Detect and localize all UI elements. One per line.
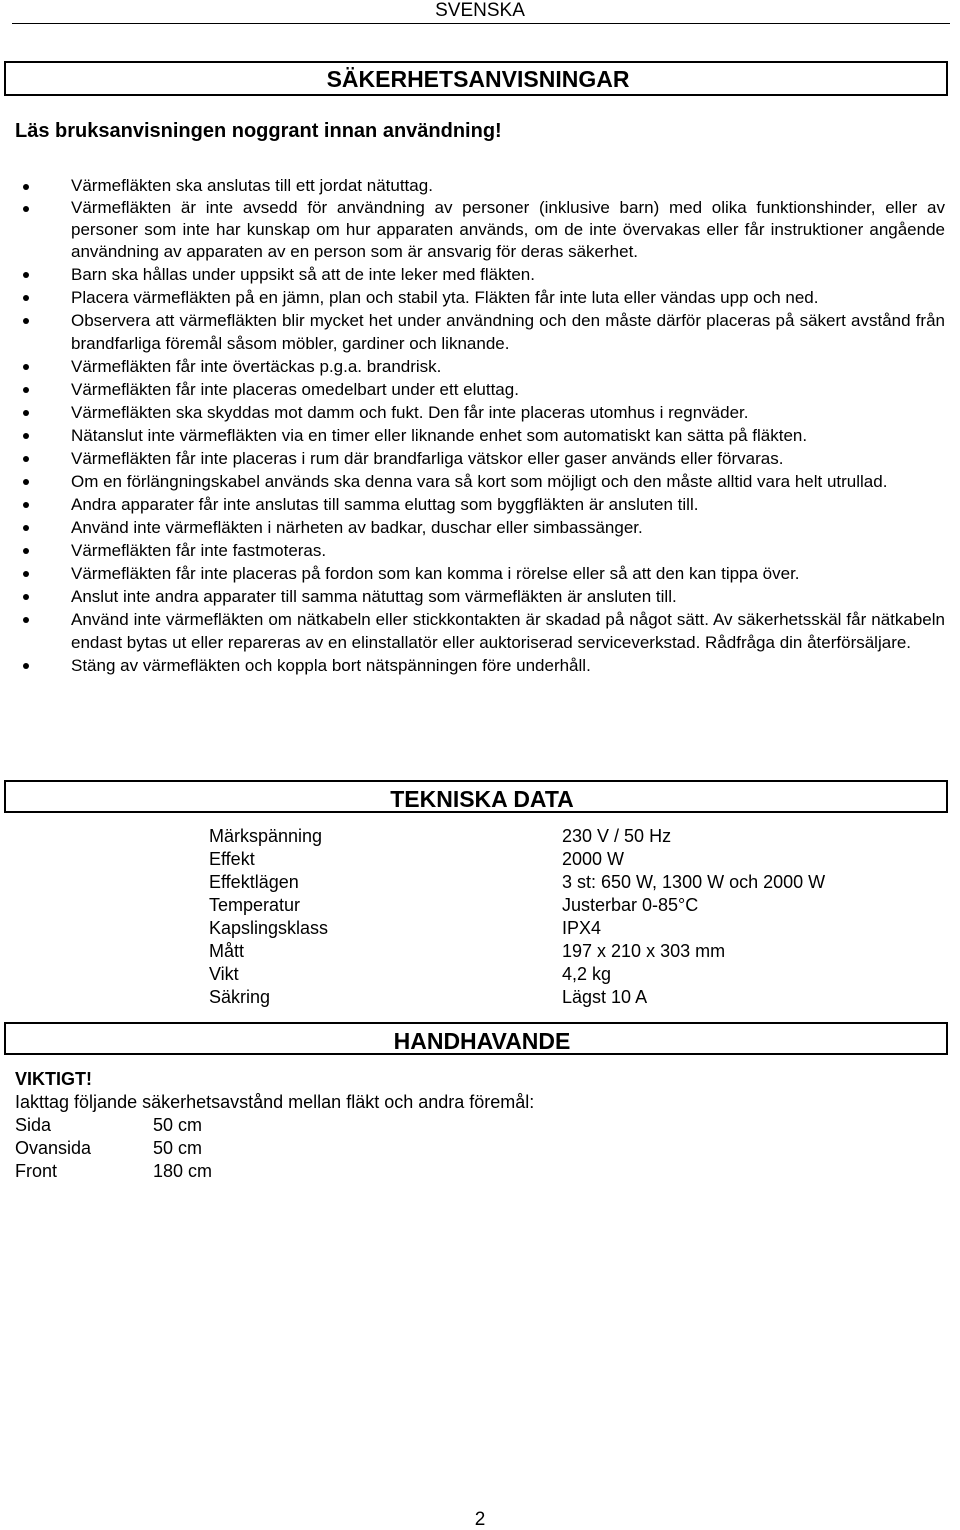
list-item: Anslut inte andra apparater till samma nätuttag som värmefläkten är ansluten till.: [0, 585, 960, 608]
safety-title: SÄKERHETSANVISNINGAR: [326, 66, 630, 92]
list-item: Värmefläkten får inte placeras i rum där brandfarliga vätskor eller gaser används eller förvaras.: [0, 447, 960, 470]
tech-specs-table: [209, 825, 909, 1009]
bullet-icon: [23, 548, 29, 554]
table-row: Kapslingsklass IPX4: [209, 918, 602, 938]
read-manual-heading: Läs bruksanvisningen noggrant innan användning!: [15, 120, 502, 142]
important-label: VIKTIGT!: [15, 1069, 92, 1089]
bullet-icon: [23, 206, 29, 212]
table-row: Ovansida 50 cm: [15, 1138, 203, 1158]
table-row: Mått 197 x 210 x 303 mm: [209, 941, 726, 961]
list-item: Värmefläkten får inte placeras omedelbart under ett eluttag.: [0, 378, 960, 401]
handling-title: HANDHAVANDE: [393, 1028, 571, 1054]
list-item: Stäng av värmefläkten och koppla bort nätspänningen före underhåll.: [0, 654, 960, 677]
list-item: Använd inte värmefläkten om nätkabeln eller stickkontakten är skadad på något sätt. Av säkerhetsskäl får nätkabeln endast bytas ut eller repareras av en elinstallatör eller auktoriserad serviceverkstad. Rådfråga din återförsäljare.: [0, 608, 960, 654]
bullet-icon: [23, 410, 29, 416]
table-row: Sida 50 cm: [15, 1115, 203, 1135]
table-row: Temperatur Justerbar 0-85°C: [209, 895, 699, 915]
page-number: 2: [474, 1509, 486, 1530]
list-item: Värmefläkten får inte placeras på fordon som kan komma i rörelse eller så att den kan tippa över.: [0, 562, 960, 585]
list-item: Använd inte värmefläkten i närheten av badkar, duschar eller simbassänger.: [0, 516, 960, 539]
distance-table: [15, 1114, 315, 1183]
table-row: Säkring Lägst 10 A: [209, 987, 648, 1007]
list-item: Värmefläkten får inte fastmoteras.: [0, 539, 960, 562]
bullet-icon: [23, 525, 29, 531]
bullet-icon: [23, 433, 29, 439]
bullet-icon: [23, 571, 29, 577]
safety-list: [0, 175, 960, 677]
table-row: Front 180 cm: [15, 1161, 213, 1181]
bullet-icon: [23, 663, 29, 669]
list-item: Värmefläkten är inte avsedd för användning av personer (inklusive barn) med olika funktionshinder, eller av personer som inte har kunskap om hur apparaten används, om de inte övervakas eller får instruktioner angående användning av apparaten av en person som är ansvarig för deras säkerhet.: [0, 197, 960, 263]
list-item: Värmefläkten ska skyddas mot damm och fukt. Den får inte placeras utomhus i regnväder.: [0, 401, 960, 424]
bullet-icon: [23, 387, 29, 393]
bullet-icon: [23, 502, 29, 508]
list-item: Värmefläkten ska anslutas till ett jordat nätuttag.: [0, 175, 960, 197]
handling-section-header: [4, 1022, 948, 1055]
table-row: Märkspänning 230 V / 50 Hz: [209, 826, 672, 846]
list-item: Om en förlängningskabel används ska denna vara så kort som möjligt och den måste alltid vara helt utrullad.: [0, 470, 960, 493]
bullet-icon: [23, 295, 29, 301]
list-item: Värmefläkten får inte övertäckas p.g.a. brandrisk.: [0, 355, 960, 378]
bullet-icon: [23, 594, 29, 600]
bullet-icon: [23, 318, 29, 324]
distance-intro: Iakttag följande säkerhetsavstånd mellan fläkt och andra föremål:: [15, 1092, 535, 1112]
bullet-icon: [23, 184, 29, 190]
bullet-icon: [23, 364, 29, 370]
safety-section-header: [4, 61, 948, 96]
tech-section-header: [4, 780, 948, 813]
table-row: Vikt 4,2 kg: [209, 964, 612, 984]
tech-title: TEKNISKA DATA: [390, 786, 574, 812]
list-item: Placera värmefläkten på en jämn, plan och stabil yta. Fläkten får inte luta eller vändas upp och ned.: [0, 286, 960, 309]
list-item: Nätanslut inte värmefläkten via en timer eller liknande enhet som automatiskt kan sätta på fläkten.: [0, 424, 960, 447]
bullet-icon: [23, 479, 29, 485]
list-item: Observera att värmefläkten blir mycket het under användning och den måste därför placeras på säkert avstånd från brandfarliga föremål såsom möbler, gardiner och liknande.: [0, 309, 960, 355]
table-row: Effektlägen 3 st: 650 W, 1300 W och 2000 W: [209, 872, 826, 892]
table-row: Effekt 2000 W: [209, 849, 625, 869]
bullet-icon: [23, 617, 29, 623]
bullet-icon: [23, 272, 29, 278]
list-item: Andra apparater får inte anslutas till samma eluttag som byggfläkten är ansluten till.: [0, 493, 960, 516]
bullet-icon: [23, 456, 29, 462]
list-item: Barn ska hållas under uppsikt så att de inte leker med fläkten.: [0, 263, 960, 286]
language-header: SVENSKA: [435, 0, 525, 21]
header-rule: [12, 23, 950, 24]
